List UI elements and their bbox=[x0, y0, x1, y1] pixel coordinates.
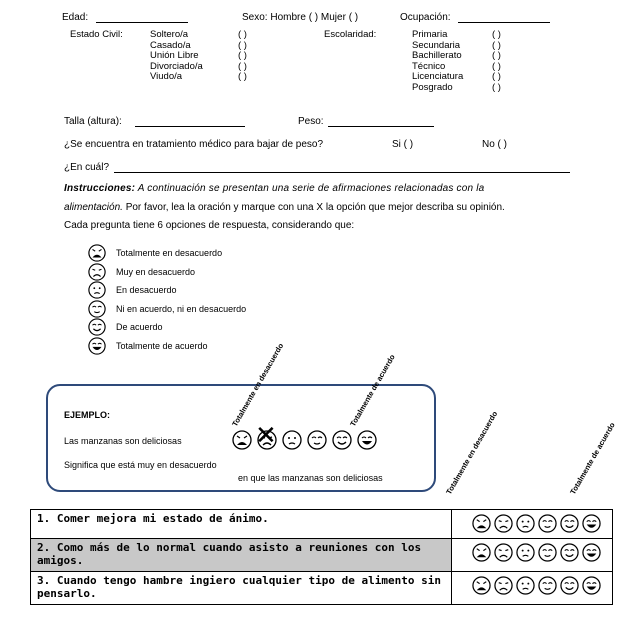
table-left-header: Totalmente en desacuerdo bbox=[444, 409, 500, 496]
question-row bbox=[31, 572, 613, 605]
neutral-face-icon[interactable] bbox=[538, 543, 557, 562]
scale-label: Muy en desacuerdo bbox=[116, 266, 196, 277]
peso-field[interactable] bbox=[328, 126, 434, 127]
neutral-face-icon bbox=[88, 300, 106, 318]
talla-label: Talla (altura): bbox=[64, 116, 122, 127]
example-sentence: Las manzanas son deliciosas bbox=[64, 436, 182, 446]
example-meaning-1: Significa que está muy en desacuerdo bbox=[64, 460, 217, 470]
estado-civil-checkbox[interactable]: ( ) bbox=[238, 60, 247, 72]
instructions-line-1: Instrucciones: A continuación se presentan una serie de afirmaciones relacionadas con la bbox=[64, 183, 485, 194]
scale-label: De acuerdo bbox=[116, 322, 163, 332]
estado-civil-checkbox[interactable]: ( ) bbox=[238, 39, 247, 51]
escolaridad-option: Bachillerato bbox=[412, 50, 462, 61]
escolaridad-checkbox[interactable]: ( ) bbox=[492, 39, 501, 51]
escolaridad-checkbox[interactable]: ( ) bbox=[492, 29, 501, 40]
escolaridad-option: Posgrado bbox=[412, 81, 453, 93]
escolaridad-option: Licenciatura bbox=[412, 71, 464, 82]
estado-civil-option: Unión Libre bbox=[150, 50, 199, 61]
estado-civil-option: Viudo/a bbox=[150, 71, 183, 82]
scale-label: Ni en acuerdo, ni en desacuerdo bbox=[116, 303, 247, 314]
sexo-label: Sexo: Hombre ( ) Mujer ( ) bbox=[242, 12, 359, 23]
escolaridad-checkbox[interactable]: ( ) bbox=[492, 81, 501, 93]
example-left-header: Totalmente en desacuerdo bbox=[230, 341, 286, 428]
si-option[interactable]: Si ( ) bbox=[392, 139, 414, 150]
very-sad-face-icon bbox=[88, 244, 106, 262]
very-sad-face-icon[interactable] bbox=[232, 430, 252, 450]
question-faces bbox=[452, 539, 613, 572]
escolaridad-label: Escolaridad: bbox=[324, 29, 377, 40]
ocupacion-label: Ocupación: bbox=[400, 12, 451, 23]
sad-face-icon[interactable] bbox=[494, 543, 513, 562]
x-mark-icon: ✕ bbox=[255, 420, 277, 450]
question-faces bbox=[452, 510, 613, 539]
no-option[interactable]: No ( ) bbox=[482, 139, 507, 150]
example-title: EJEMPLO: bbox=[64, 410, 111, 420]
estado-civil-checkbox[interactable]: ( ) bbox=[238, 50, 247, 61]
question-faces bbox=[452, 572, 613, 605]
estado-civil-checkbox[interactable]: ( ) bbox=[238, 71, 247, 82]
question-text: 2. Como más de lo normal cuando asisto a reuniones con los amigos. bbox=[31, 539, 452, 572]
example-right-header: Totalmente de acuerdo bbox=[348, 352, 397, 428]
very-sad-face-icon[interactable] bbox=[472, 514, 491, 533]
scale-label: En desacuerdo bbox=[116, 285, 177, 295]
instructions-line-3: Cada pregunta tiene 6 opciones de respuesta, considerando que: bbox=[64, 220, 355, 231]
neutral-face-icon[interactable] bbox=[538, 576, 557, 595]
escolaridad-option: Técnico bbox=[412, 60, 446, 72]
estado-civil-label: Estado Civil: bbox=[70, 29, 123, 40]
ocupacion-field[interactable] bbox=[458, 22, 550, 23]
tratamiento-question: ¿Se encuentra en tratamiento médico para bajar de peso? bbox=[64, 139, 324, 150]
neutral-face-icon[interactable] bbox=[538, 514, 557, 533]
escolaridad-checkbox[interactable]: ( ) bbox=[492, 60, 501, 72]
big-smile-face-icon[interactable] bbox=[582, 543, 601, 562]
scale-label: Totalmente de acuerdo bbox=[116, 340, 208, 351]
big-smile-face-icon bbox=[88, 337, 106, 355]
smile-face-icon[interactable] bbox=[332, 430, 352, 450]
sad-face-icon[interactable] bbox=[494, 576, 513, 595]
estado-civil-option: Divorciado/a bbox=[150, 60, 203, 72]
big-smile-face-icon[interactable] bbox=[357, 430, 377, 450]
sad-face-icon bbox=[88, 263, 106, 281]
slightly-sad-face-icon[interactable] bbox=[516, 576, 535, 595]
big-smile-face-icon[interactable] bbox=[582, 576, 601, 595]
en-cual-field[interactable] bbox=[114, 172, 570, 173]
slightly-sad-face-icon[interactable] bbox=[516, 514, 535, 533]
estado-civil-checkbox[interactable]: ( ) bbox=[238, 29, 247, 40]
question-text: 1. Comer mejora mi estado de ánimo. bbox=[31, 510, 452, 539]
smile-face-icon[interactable] bbox=[560, 514, 579, 533]
escolaridad-checkbox[interactable]: ( ) bbox=[492, 71, 501, 82]
smile-face-icon[interactable] bbox=[560, 543, 579, 562]
escolaridad-checkbox[interactable]: ( ) bbox=[492, 50, 501, 61]
question-row bbox=[31, 510, 613, 539]
peso-label: Peso: bbox=[298, 116, 324, 127]
question-row bbox=[31, 539, 613, 572]
edad-label: Edad: bbox=[62, 12, 89, 23]
neutral-face-icon[interactable] bbox=[307, 430, 327, 450]
smile-face-icon bbox=[88, 318, 106, 336]
slightly-sad-face-icon[interactable] bbox=[282, 430, 302, 450]
example-meaning-2: en que las manzanas son deliciosas bbox=[238, 473, 383, 483]
sad-face-icon[interactable] bbox=[494, 514, 513, 533]
very-sad-face-icon[interactable] bbox=[472, 576, 491, 595]
scale-label: Totalmente en desacuerdo bbox=[116, 248, 223, 258]
table-right-header: Totalmente de acuerdo bbox=[568, 420, 617, 496]
smile-face-icon[interactable] bbox=[560, 576, 579, 595]
estado-civil-option: Casado/a bbox=[150, 39, 191, 51]
escolaridad-option: Secundaria bbox=[412, 39, 461, 51]
escolaridad-option: Primaria bbox=[412, 29, 448, 40]
big-smile-face-icon[interactable] bbox=[582, 514, 601, 533]
estado-civil-option: Soltero/a bbox=[150, 29, 189, 40]
en-cual-label: ¿En cuál? bbox=[64, 162, 110, 173]
question-text: 3. Cuando tengo hambre ingiero cualquier tipo de alimento sin pensarlo. bbox=[31, 572, 452, 605]
questions-table bbox=[30, 509, 613, 605]
talla-field[interactable] bbox=[135, 126, 245, 127]
instructions-line-2: alimentación. Por favor, lea la oración y marque con una X la opción que mejor describa su opinión. bbox=[64, 202, 505, 213]
slightly-sad-face-icon[interactable] bbox=[516, 543, 535, 562]
edad-field[interactable] bbox=[96, 22, 188, 23]
slightly-sad-face-icon bbox=[88, 281, 106, 299]
very-sad-face-icon[interactable] bbox=[472, 543, 491, 562]
